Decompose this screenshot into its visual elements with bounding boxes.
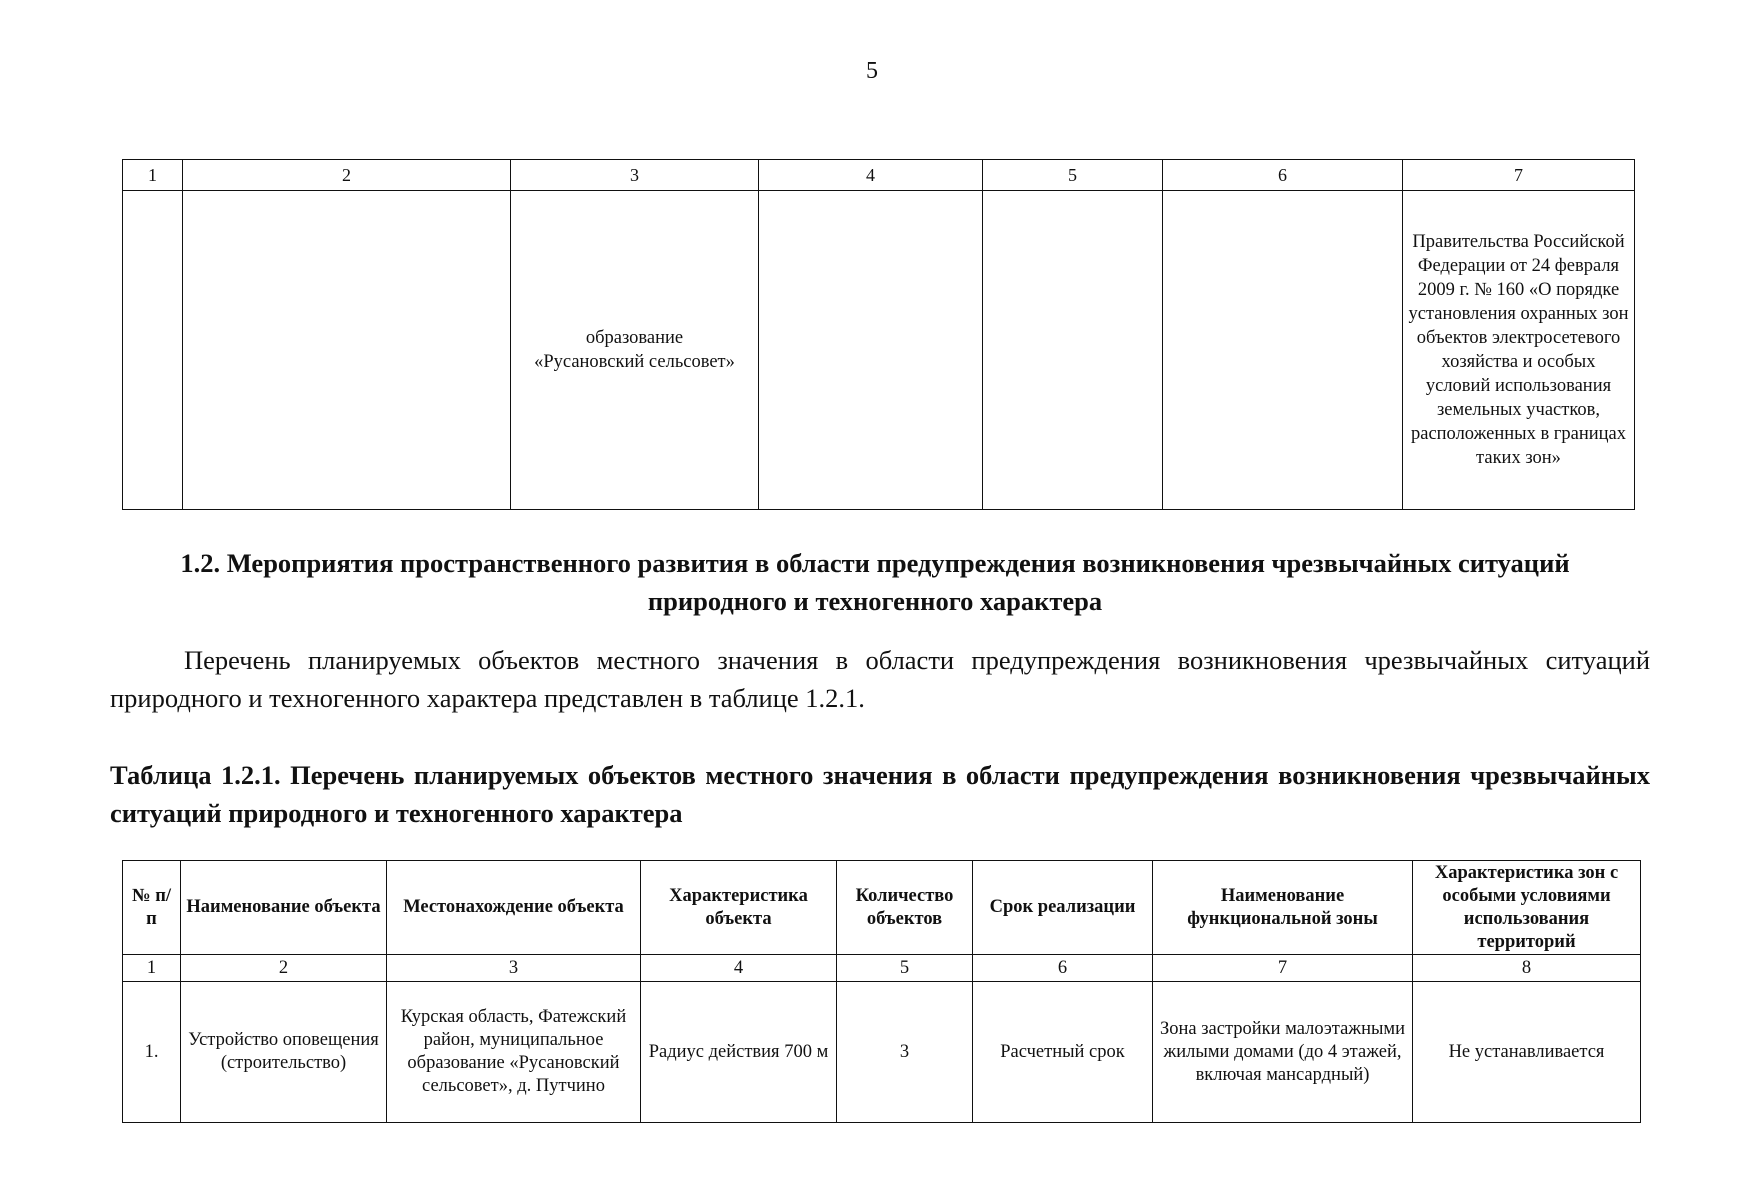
table-caption: Таблица 1.2.1. Перечень планируемых объектов местного значения в области предупреждения возникновения чрезвычайных ситуаций природного и техногенного характера (110, 760, 1650, 828)
column-number: 6 (973, 955, 1153, 982)
column-number: 8 (1413, 955, 1641, 982)
cell-characteristic (759, 191, 983, 510)
column-number-row (123, 160, 1635, 191)
cell-regulation: Правительства Российской Федерации от 24 февраля 2009 г. № 160 «О порядке установления охранных зон объектов электросетевого хозяйства и особых условий использования земельных участков, расположенных в границах таких зон» (1403, 191, 1635, 510)
continuation-table (122, 159, 1635, 510)
column-number: 2 (183, 160, 511, 191)
column-number: 1 (123, 160, 183, 191)
column-number: 7 (1153, 955, 1413, 982)
cell-num (123, 191, 183, 510)
table-header-row (123, 861, 1641, 955)
column-header: Наименование объекта (181, 861, 387, 955)
column-header: Местонахождение объекта (387, 861, 641, 955)
column-header: Характеристика зон с особыми условиями использования территорий (1413, 861, 1641, 955)
cell-location: образование «Русановский сельсовет» (511, 191, 759, 510)
column-header: Наименование функциональной зоны (1153, 861, 1413, 955)
column-number: 3 (511, 160, 759, 191)
section-heading: 1.2. Мероприятия пространственного развития в области предупреждения возникновения чрезвычайных ситуаций природного и техногенного характера (180, 548, 1570, 616)
table-row (123, 191, 1635, 510)
page-number: 5 (866, 58, 878, 84)
cell-term (1163, 191, 1403, 510)
column-header: Характеристика объекта (641, 861, 837, 955)
table-row (123, 982, 1641, 1123)
column-number: 3 (387, 955, 641, 982)
column-header: Срок реализации (973, 861, 1153, 955)
cell-name (183, 191, 511, 510)
cell-num: 1. (123, 982, 181, 1123)
cell-location: Курская область, Фатежский район, муниципальное образование «Русановский сельсовет», д. Путчино (387, 982, 641, 1123)
column-number: 4 (759, 160, 983, 191)
column-number: 6 (1163, 160, 1403, 191)
column-header: № п/п (123, 861, 181, 955)
column-number: 5 (983, 160, 1163, 191)
column-number: 7 (1403, 160, 1635, 191)
column-number: 2 (181, 955, 387, 982)
cell-characteristic: Радиус действия 700 м (641, 982, 837, 1123)
cell-term: Расчетный срок (973, 982, 1153, 1123)
column-number: 1 (123, 955, 181, 982)
cell-name: Устройство оповещения (строительство) (181, 982, 387, 1123)
column-number-row (123, 955, 1641, 982)
cell-zone: Зона застройки малоэтажными жилыми домами (до 4 этажей, включая мансардный) (1153, 982, 1413, 1123)
column-number: 5 (837, 955, 973, 982)
cell-quantity: 3 (837, 982, 973, 1123)
objects-table (122, 860, 1641, 1123)
cell-quantity (983, 191, 1163, 510)
intro-paragraph: Перечень планируемых объектов местного значения в области предупреждения возникновения чрезвычайных ситуаций природного и техногенного характера представлен в таблице 1.2.1. (110, 645, 1650, 713)
cell-special-zones: Не устанавливается (1413, 982, 1641, 1123)
column-number: 4 (641, 955, 837, 982)
column-header: Количество объектов (837, 861, 973, 955)
